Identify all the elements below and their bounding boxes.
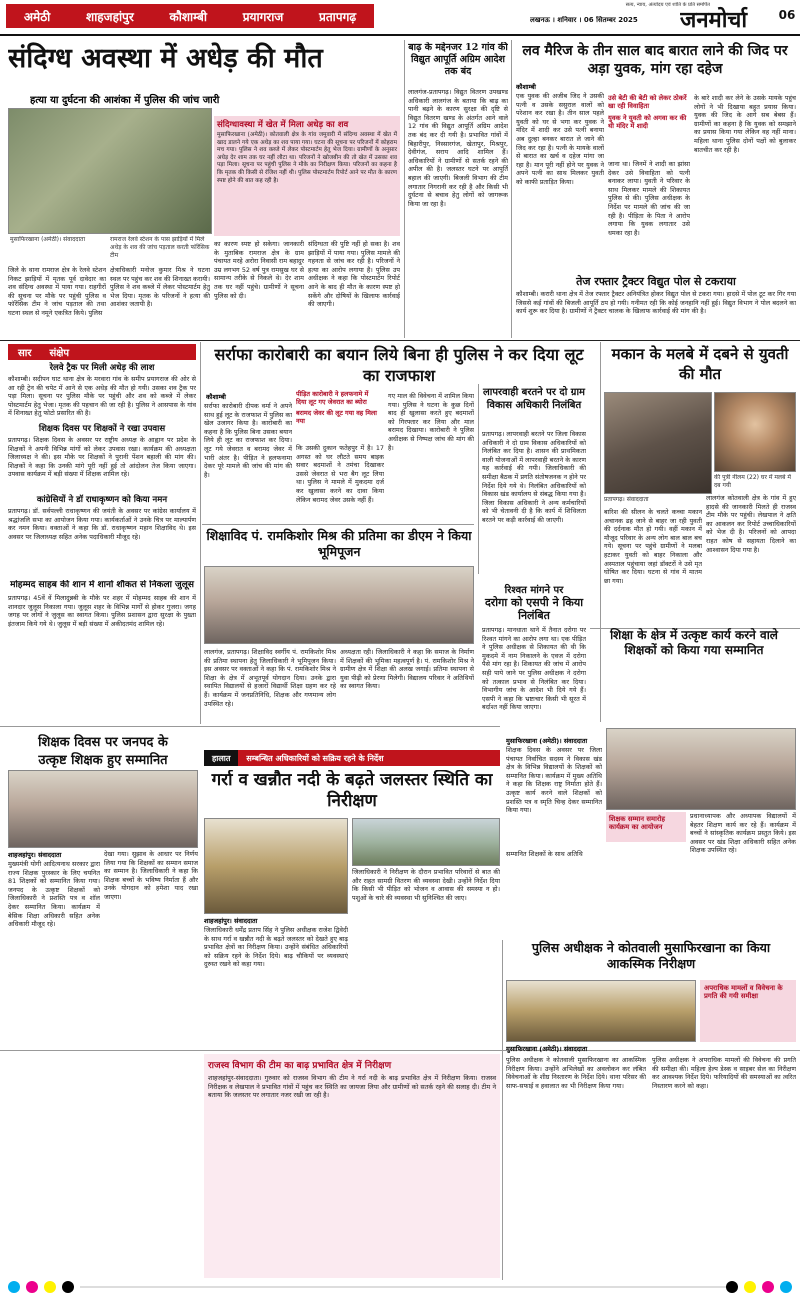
masthead bbox=[0, 0, 800, 36]
debris-headline: मकान के मलबे में दबने से युवती की मौत bbox=[611, 345, 789, 383]
saar-item-text: कौशाम्बी। सदीपन घाट थाना क्षेत्र के मरवारा गांव के समीप प्रयागराज की ओर से आ रही ट्रेन की चपेट में आने से एक अधेड़ की मौत हो गयी। उसका शव ट्रैक पर पड़ा मिला। सूचना पर पुलिस मौके पर पहुंची और शव को कब्जे में लेकर पोस्टमार्टम हेतु भेजा। मृतक की पहचान की जा रही है। पुलिस ने आसपास के गांव में शिनाख्त हेतु फोटो प्रसारित की है। bbox=[8, 375, 196, 417]
lead-col3: का कारण स्पष्ट हो सकेगा। जानकारी के मुताबिक रामराज क्षेत्र के ग्राम पंचायत मरहे अरोरा निवासी राम बहादुर उम्र लगभग 52 वर्ष पुत्र रामसुख घर से सामान्य तरीके से निकले थे। देर शाम तक घर नहीं पहुंचे। ग्रामीणों ने सूचना पुलिस को दी। bbox=[214, 240, 304, 300]
saar-label: सार bbox=[18, 348, 32, 359]
halat-text2: जिलाधिकारी ने निरीक्षण के दौरान प्रभावित परिवारों से बात की और राहत सामग्री वितरण की व्यवस्था देखी। उन्होंने निर्देश दिया कि किसी भी पीड़ित को भोजन व आवास की समस्या न हो। पशुओं के चारे की व्यवस्था भी सुनिश्चित की जाए। bbox=[352, 868, 500, 902]
shikshavid-text2: अध्यक्षता रही। जिलाधिकारी ने कहा कि समाज के निर्माण में शिक्षकों की भूमिका महत्वपूर्ण है। पं. रामकिशोर मिश्र ने ग्रामीण क्षेत्र में शिक्षा की अलख जगाई। प्रतिमा स्थापना से युवा पीढ़ी को प्रेरणा मिलेगी। विद्यालय परिवार ने अतिथियों का स्वागत किया। bbox=[340, 648, 474, 691]
saar-item bbox=[8, 362, 196, 417]
saraf-bullet-2: बरामद जेवर की लूट गया वह मिला नया bbox=[296, 409, 377, 425]
flood-supply-headline: बाढ़ के मद्देनजर 12 गांव की विद्युत आपूर्ति अग्रिम आदेश तक बंद bbox=[408, 42, 508, 77]
lead-inner-box bbox=[214, 116, 400, 236]
saar-item bbox=[8, 423, 196, 488]
color-registration-marks bbox=[8, 1280, 792, 1294]
janpad-dateline: शाहजहांपुर। संवाददाता bbox=[8, 851, 62, 859]
wedding-headline: लव मैरिज के तीन साल बाद बारात लाने की जिद पर अड़ा युवक, मांग रहा दहेज bbox=[522, 43, 788, 77]
debris-text2: लालगंज कोतवाली क्षेत्र के गांव में हुए हादसे की जानकारी मिलते ही राजस्व टीम मौके पर पहुंची। लेखपाल ने क्षति का आकलन कर रिपोर्ट उच्चाधिकारियों को भेज दी है। परिजनों को आपदा राहत कोष से सहायता दिलाने का आश्वासन दिया गया है। bbox=[706, 494, 796, 554]
sp-inspection-box: अपराधिक मामलों व विवेचना के प्रगति की गयी समीक्षा bbox=[700, 980, 796, 1042]
shiksha-samman-text2: प्रधानाध्यापक और अध्यापक विद्यालयों में बेहतर शिक्षण कार्य कर रहे हैं। कार्यक्रम में बच्चों ने सांस्कृतिक कार्यक्रम प्रस्तुत किये। इस अवसर पर खंड शिक्षा अधिकारी सहित अनेक शिक्षक उपस्थित रहे। bbox=[690, 812, 796, 855]
tagline: सत्य, न्याय, अंत्योदय एवं शांति के प्रति समर्पित bbox=[625, 2, 710, 8]
lead-photo-caption-1: मुसाफिरखाना (अमेठी)। संवाददाता bbox=[10, 236, 86, 243]
saraf-text3: गए माल की विवेचना में शामिल किया गया। पुलिस ने घटना के कुछ दिनों बाद ही खुलासा करते हुए बदमाशों को गिरफ्तार कर लिया और माल बरामद दिखाया। कारोबारी ने पुलिस अधीक्षक से निष्पक्ष जांच की मांग की है। bbox=[388, 392, 474, 452]
lead-inner-title: संदिग्धावस्था में खेत में मिला अधेड़ का शव bbox=[217, 120, 349, 130]
city-kaushambi: कौशाम्बी bbox=[169, 9, 207, 24]
city-shahjahanpur: शाहजहांपुर bbox=[86, 9, 134, 24]
saraf-dateline: कौशाम्बी bbox=[206, 393, 226, 401]
debris-victim-photo bbox=[714, 392, 796, 472]
lahri-text: प्रतापगढ़। मानधाता थाने में तैनात दरोगा पर रिश्वत मांगने का आरोप लगा था। एक पीड़ित ने पुलिस अधीक्षक से शिकायत की थी कि मुकदमे में नाम निकालने के एवज में दरोगा पैसे मांग रहा है। शिकायत की जांच में आरोप सही पाये जाने पर पुलिस अधीक्षक ने दरोगा को तत्काल प्रभाव से निलंबित कर दिया। विभागीय जांच के आदेश भी दिये गये हैं। एसपी ने कहा कि भ्रष्टाचार किसी भी सूरत में बर्दाश्त नहीं किया जाएगा। bbox=[482, 626, 586, 712]
shiksha-samman-headline: शिक्षा के क्षेत्र में उत्कृष्ट कार्य करने वाले शिक्षकों को किया गया सम्मानित bbox=[610, 628, 778, 657]
saar-item-title: कांग्रेसियों ने डॉ राधाकृष्णन को किया नमन bbox=[36, 495, 168, 505]
saar-item-title: शिक्षक दिवस पर शिक्षकों ने रखा उपवास bbox=[38, 424, 166, 434]
saar-header bbox=[8, 344, 196, 360]
shikshavid-text: लालगंज, प्रतापगढ़। शिक्षाविद स्वर्गीय पं. रामकिशोर मिश्र की प्रतिमा स्थापना हेतु जिलाधिकारी ने भूमिपूजन किया। इस अवसर पर वक्ताओं ने कहा कि पं. रामकिशोर मिश्र ने शिक्षा के क्षेत्र में अभूतपूर्व योगदान दिया। उनके द्वारा स्थापित विद्यालयों से हजारों विद्यार्थी शिक्षा ग्रहण कर रहे हैं। कार्यक्रम में जनप्रतिनिधि, शिक्षक और गणमान्य लोग उपस्थित रहे। bbox=[204, 648, 336, 708]
negligence-headline: लापरवाही बरतने पर दो ग्राम विकास अधिकारी निलंबित bbox=[482, 387, 586, 411]
lead-headline: संदिग्ध अवस्था में अधेड़ की मौत bbox=[8, 43, 323, 74]
saraf-bullets bbox=[296, 390, 380, 440]
debris-caption-1: प्रतापगढ़। संवाददाता bbox=[604, 496, 649, 503]
janpad-text: मुख्यमंत्री योगी आदित्यनाथ सरकार द्वारा राज्य शिक्षक पुरस्कार के लिए चयनित 81 शिक्षकों को सम्मानित किया गया। जनपद के उत्कृष्ट शिक्षकों को जिलाधिकारी ने प्रशस्ति पत्र व शॉल देकर सम्मानित किया। कार्यक्रम में बेसिक शिक्षा अधिकारी सहित अनेक अधिकारी मौजूद रहे। bbox=[8, 860, 100, 929]
dateline: लखनऊ । शनिवार । 06 सितम्बर 2025 bbox=[530, 16, 638, 24]
shiksha-samman-photo bbox=[606, 728, 796, 810]
paper-name: जनमोर्चा bbox=[680, 7, 748, 33]
janpad-photo bbox=[8, 770, 198, 848]
saar-item-text: प्रतापगढ़। डॉ. सर्वपल्ली राधाकृष्णन की जयंती के अवसर पर कांग्रेस कार्यालय में श्रद्धांजलि सभा का आयोजन किया गया। कार्यकर्ताओं ने उनके चित्र पर माल्यार्पण कर नमन किया। वक्ताओं ने कहा कि डॉ. राधाकृष्णन महान शिक्षाविद थे। इस अवसर पर जिलाध्यक्ष सहित अनेक पदाधिकारी मौजूद रहे। bbox=[8, 507, 196, 541]
lead-photo-caption-2: रामराज रेलवे स्टेशन के पास झाड़ियों में मिले अधेड़ के शव की जांच पड़ताल करती फॉरेंसिक टीम bbox=[110, 236, 210, 259]
saar-item-text: प्रतापगढ़। 45वें वें मिलादुन्नबी के मौके पर शहर में मोहम्मद साहब की शान में शानदार जुलूस निकाला गया। जुलूस शहर के विभिन्न मार्गों से होकर गुजरा। जगह जगह पर लोगों ने जुलूस का स्वागत किया। पुलिस प्रशासन द्वारा सुरक्षा के पुख्ता इंतजाम किये गये थे। जुलूस में बड़ी संख्या में अकीदतमंद शामिल रहे। bbox=[8, 594, 196, 628]
lead-subhead: हत्या या दुर्घटना की आशंका में पुलिस की जांच जारी bbox=[30, 95, 220, 106]
lead-col1: जिले के थाना रामराज क्षेत्र के रेलवे स्टेशन निकट झाड़ियों में मृतक पूर्व दावेदार का शव संदिग्ध अवस्था में पाया गया। राहगीरों की सूचना पर मौके पर पहुंची पुलिस व फॉरेंसिक टीम ने जांच पड़ताल की तथा घटना स्थल से नमूने एकत्रित किये। पुलिस bbox=[8, 266, 106, 317]
janpad-headline-2: उत्कृष्ट शिक्षक हुए सम्मानित bbox=[38, 753, 168, 768]
city-prayagraj: प्रयागराज bbox=[242, 9, 284, 24]
halat-inner-title: राजस्व विभाग की टीम का बाढ़ प्रभावित क्षेत्र में निरीक्षण bbox=[208, 1061, 392, 1071]
wedding-bullets bbox=[608, 94, 690, 158]
wedding-dateline: कौशाम्बी bbox=[516, 83, 536, 91]
halat-inner-text: शाहजहांपुर-संवाददाता। गुरुवार को राजस्व विभाग की टीम ने गर्रा नदी के बाढ़ प्रभावित क्षेत्र में निरीक्षण किया। राजस्व निरीक्षक व लेखपाल ने प्रभावित गांवों में पहुंच कर स्थिति का जायजा लिया और ग्रामीणों को सतर्क रहने की सलाह दी। टीम ने बताया कि जलस्तर पर लगातार नजर रखी जा रही है। bbox=[208, 1074, 496, 1100]
lead-col4: संदिग्धता की पुष्टि नहीं हो सका है। शव झाड़ियों में पाया गया। पुलिस मामले की गहनता से जांच कर रही है। परिजनों ने हत्या का आरोप लगाया है। पुलिस उप अधीक्षक ने कहा कि पोस्टमार्टम रिपोर्ट आने के बाद ही मौत के कारण स्पष्ट हो सकेंगे और दोषियों के खिलाफ कार्रवाई की जाएगी। bbox=[308, 240, 400, 309]
saraf-text: सर्राफा कारोबारी दीपक वर्मा ने अपने साथ हुई लूट के राजफाश में पुलिस का खेल उजागर किया है। कारोबारी का कहना है कि पुलिस बिना उसका बयान लिये ही लूट का राजफाश कर दिया। लूट गये जेवरात व बरामद जेवर में भारी अंतर है। पीड़ित ने हलफनामा देकर पूरे मामले की जांच की मांग की है। bbox=[204, 402, 292, 479]
sankshep-label: संक्षेप bbox=[49, 348, 70, 359]
negligence-text: प्रतापगढ़। लापरवाही बरतने पर जिला विकास अधिकारी ने दो ग्राम विकास अधिकारियों को निलंबित कर दिया है। शासन की प्राथमिकता वाली योजनाओं में लापरवाही बरतने के कारण यह कार्रवाई की गयी। जिलाधिकारी की समीक्षा बैठक में प्रगति संतोषजनक न होने पर निर्देश दिये गये थे। निलंबित अधिकारियों को विकास खंड कार्यालय से संबद्ध किया गया है। जिला विकास अधिकारी ने अन्य कर्मचारियों को भी चेतावनी दी है कि कार्य में शिथिलता बरतने पर कड़ी कार्रवाई की जाएगी। bbox=[482, 430, 586, 524]
city-bar bbox=[6, 4, 374, 28]
lead-col2: क्षेत्राधिकारी मनोज कुमार मिश्र ने घटना स्थल पर पहुंच कर शव की शिनाख्त करायी। पुलिस ने शव कब्जे में लेकर पोस्टमार्टम हेतु भेज दिया। मृतक के परिजनों ने हत्या की आशंका जतायी है। bbox=[110, 266, 210, 309]
saar-item-title: रेलवे ट्रैक पर मिली अधेड़ की लाश bbox=[49, 363, 155, 373]
page-number: 06 bbox=[778, 8, 796, 22]
shiksha-samman-dateline: मुसाफिरखाना (अमेठी)। संवाददाता bbox=[506, 737, 588, 745]
saraf-text2: कि उसकी दुकान फतेहपुर में है। 17 अगस्त को घर लौटते समय बाइक सवार बदमाशों ने तमंचा दिखाकर उससे जेवरात से भरा बैग लूट लिया था। पुलिस ने मामले में मुकदमा दर्ज कर खुलासा करने का दावा किया लेकिन बरामद जेवर उसके नहीं हैं। bbox=[296, 444, 384, 504]
city-amethi: अमेठी bbox=[23, 9, 51, 24]
lead-inner-text: मुसाफिरखाना (अमेठी)। कोतवाली क्षेत्र के गांव जमुवारी में संदिग्ध अवस्था में खेत में खाद डालने गये एक अधेड़ का शव पाया गया। घटना की सूचना पर परिजनों में कोहराम मच गया। पुलिस ने शव कब्जे में लेकर पोस्टमार्टम हेतु भेज दिया। ग्रामीणों के अनुसार अधेड़ देर शाम तक घर नहीं लौटा था। परिजनों ने खोजबीन की तो खेत में उसका शव पड़ा मिला। सूचना पर पहुंची पुलिस ने मौके का निरीक्षण किया। परिजनों का कहना है कि मृतक की किसी से रंजिश नहीं थी। पुलिस पोस्टमार्टम रिपोर्ट आने पर मौत के कारण स्पष्ट होने की बात कह रही है। bbox=[217, 132, 397, 184]
saar-list bbox=[8, 362, 196, 578]
wedding-bullet-2: युवक ने युवती को अगवा कर की थी मंदिर में शादी bbox=[608, 114, 687, 130]
lahri-headline: दरोगा को एसपी ने किया निलंबित bbox=[484, 596, 584, 622]
shiksha-samman-caption: सम्मानित शिक्षकों के साथ अतिथि bbox=[506, 850, 583, 858]
shikshavid-photo bbox=[204, 566, 474, 644]
saraf-bullet-1: पीड़ित कारोबारी ने हलफनामे में दिया लूट गए जेवरात का ब्योरा bbox=[296, 390, 369, 406]
janpad-text2: देखा गया। सुझाव के आधार पर निर्णय लिया गया कि शिक्षकों का सम्मान समाज का सम्मान है। जिलाधिकारी ने कहा कि शिक्षक बच्चों के भविष्य निर्माता हैं और उनके योगदान को हमेशा याद रखा जाएगा। bbox=[104, 850, 198, 901]
wedding-bullet-1: उसे बेटी की बेटी को लेकर ठोकरें खा रही विवाहिता bbox=[608, 94, 687, 110]
city-pratapgarh: प्रतापगढ़ bbox=[319, 9, 357, 24]
lead-photo bbox=[8, 108, 212, 234]
halat-inner-box bbox=[204, 1054, 500, 1278]
debris-caption-2: की पुत्री नीलम (22) घर में मलबे में दब गयी bbox=[714, 474, 791, 489]
sp-inspection-text2: पुलिस अधीक्षक ने अपराधिक मामलों की विवेचना की प्रगति की समीक्षा की। महिला हेल्प डेस्क व साइबर सेल का निरीक्षण कर आवश्यक निर्देश दिये। फरियादियों की समस्याओं का त्वरित निस्तारण करने को कहा। bbox=[652, 1056, 796, 1090]
wedding-text: एक युवक की अजीब जिद ने उसकी पत्नी व उसके ससुराल वालों को परेशान कर रखा है। तीन साल पहले युवती को घर से भगा कर युवक ने मंदिर में शादी कर उसे पत्नी बनाया अब दुल्हा बनकर बारात ले जाने की जिद कर रहा है। पत्नी के मायके वालों से बारात का खर्च व दहेज मांगा जा रहा है। मान पूरी नहीं होने पर युवक ने अपने पत्नी का साथ मिलकर युवती को काफी प्रताड़ित किया। bbox=[516, 92, 604, 186]
halat-dateline: शाहजहांपुर। संवाददाता bbox=[204, 917, 258, 925]
sp-inspection-photo bbox=[506, 980, 696, 1042]
saar-item-title: मोहम्मद साहब की शान में शानो शौकत से निकला जुलूस bbox=[10, 580, 194, 590]
halat-river-photo bbox=[352, 818, 500, 866]
sp-inspection-text: पुलिस अधीक्षक ने कोतवाली मुसाफिरखाना का आकस्मिक निरीक्षण किया। उन्होंने अभिलेखों का अवलोकन कर लंबित विवेचनाओं के शीघ्र निस्तारण के निर्देश दिये। थाना परिसर की साफ-सफाई व हवालात का भी निरीक्षण किया गया। bbox=[506, 1056, 646, 1090]
saar-item-text: प्रतापगढ़। शिक्षक दिवस के अवसर पर राष्ट्रीय अध्यक्ष के आह्वान पर प्रदेश के शिक्षकों ने अपनी विभिन्न मांगों को लेकर उपवास रखा। कार्यक्रम की अध्यक्षता जिलाध्यक्ष ने की। इस मौके पर शिक्षकों ने पुरानी पेंशन बहाली की मांग की। शिक्षकों ने कहा कि उनकी मांगे पूरी नहीं हुई तो आंदोलन तेज किया जाएगा। उपवास कार्यक्रम में बड़ी संख्या में शिक्षक शामिल रहे। bbox=[8, 436, 196, 479]
janpad-headline-1: शिक्षक दिवस पर जनपद के bbox=[38, 735, 168, 750]
halat-text: जिलाधिकारी धर्मेंद्र प्रताप सिंह ने पुलिस अधीक्षक राजेश द्विवेदी के साथ गर्रा व खन्नौत नदी के बढ़ते जलस्तर को देखते हुए बाढ़ प्रभावित क्षेत्रों का निरीक्षण किया। उन्होंने संबंधित अधिकारियों को सक्रिय रहने के निर्देश दिये। बाढ़ चौकियों पर व्यवस्थाएं दुरुस्त रखने को कहा गया। bbox=[204, 926, 348, 969]
sp-inspection-headline: पुलिस अधीक्षक ने कोतवाली मुसाफिरखाना का किया आकस्मिक निरीक्षण bbox=[531, 940, 771, 971]
wedding-text3: के बारे शादी कर लेने के उसके मायके पहुंच लोगों ने भी दिखाया बहुत प्रयास किया। युवक की जिद के आगे सब बेबस हैं। ग्रामीणों का कहना है कि युवक को समझाने का प्रयास किया गया लेकिन वह नहीं माना। महिला थाना पुलिस दोनों पक्षों को बुलाकर बातचीत कर रही है। bbox=[694, 94, 796, 154]
debris-photo bbox=[604, 392, 712, 494]
debris-text: बारिश की सीलन के चलते कच्चा मकान अचानक ढह जाने से बाहर जा रही युवती की दर्दनाक मौत हो गयी। वहीं मकान में मौजूद परिवार के अन्य लोग बाल बाल बच गये। सूचना पर पहुंचे ग्रामीणों ने मलबा हटाकर युवती को बाहर निकाला और अस्पताल पहुंचाया जहां डॉक्टरों ने उसे मृत घोषित कर दिया। घटना से गांव में मातम छा गया। bbox=[604, 508, 702, 585]
halat-kicker: सम्बन्धित अधिकारियों को सक्रिय रहने के निर्देश bbox=[246, 753, 384, 763]
halat-kicker-bar bbox=[204, 750, 500, 766]
lahri-pre: रिश्वत मांगने पर bbox=[504, 585, 564, 596]
halat-headline: गर्रा व खन्नौत नदी के बढ़ते जलस्तर स्थिति का निरीक्षण bbox=[211, 770, 493, 811]
flood-supply-text: लालगंज-प्रतापगढ़। विद्युत वितरण उपखण्ड अधिकारी लालगंज के बताया कि बाढ़ का पानी बढ़ने के कारण सुरक्षा की दृष्टि से विद्युत वितरण खण्ड के अंतर्गत आने वाले 12 गांव की विद्युत आपूर्ति अग्रिम आदेश तक बंद कर दी गयी है। प्रभावित गांवों में बिहारीपुर, निस्सारगंज, खेतापुर, मिश्रपुर, देवीगंज, सराय आदि शामिल हैं। अधिकारियों ने ग्रामीणों से सतर्क रहने की अपील की है। जलस्तर घटने पर आपूर्ति बहाल की जाएगी। बिजली विभाग की टीम लगातार निगरानी कर रही है और किसी भी दुर्घटना से बचाव हेतु लोगों को जागरूक किया जा रहा है। bbox=[408, 88, 508, 208]
sp-inspection-dateline: मुसाफिरखाना (अमेठी)। संवाददाता bbox=[506, 1045, 588, 1053]
halat-label: हालात bbox=[204, 750, 238, 766]
tractor-headline: तेज रफ्तार ट्रैक्टर विद्युत पोल से टकराया bbox=[576, 275, 736, 288]
shiksha-samman-text: शिक्षक दिवस के अवसर पर जिला पंचायत निर्वाचित सदस्य ने विकास खंड क्षेत्र के विभिन्न विद्यालयों के शिक्षकों को सम्मानित किया। कार्यक्रम में मुख्य अतिथि ने कहा कि शिक्षक राष्ट्र निर्माता होते हैं। उत्कृष्ट कार्य करने वाले शिक्षकों को प्रशस्ति पत्र व स्मृति चिन्ह देकर सम्मानित किया गया। bbox=[506, 746, 602, 815]
halat-photo bbox=[204, 818, 348, 914]
saar-item bbox=[8, 580, 196, 716]
saar-item bbox=[8, 494, 196, 547]
shiksha-samman-box: शिक्षक सम्मान समारोह कार्यक्रम का आयोजन bbox=[606, 812, 686, 842]
shikshavid-headline: शिक्षाविद पं. रामकिशोर मिश्र की प्रतिमा का डीएम ने किया भूमिपूजन bbox=[206, 528, 472, 559]
wedding-text2: जाना था। जिनमें ने शादी का झांसा देकर उसे विवाहिता को पत्नी बनाकर लाया। युवती ने परिवार के साथ मिलकर मामले की शिकायत पुलिस से की। पुलिस अधीक्षक के निर्देश पर मामले की जांच की जा रही है। पीड़िता के पिता ने आरोप लगाया कि युवक लगातार उसे धमका रहा है। bbox=[608, 160, 690, 237]
tractor-text: कौशाम्बी। करारी थाना क्षेत्र में तेज रफ्तार ट्रैक्टर अनियंत्रित होकर विद्युत पोल से टकरा गया। हादसे में पोल टूट कर गिर गया जिससे कई गांवों की बिजली आपूर्ति ठप हो गयी। गनीमत रही कि कोई जनहानि नहीं हुई। विद्युत विभाग ने पोल बदलने का कार्य शुरू कर दिया है। ग्रामीणों ने ट्रैक्टर चालक के खिलाफ कार्रवाई की मांग की है। bbox=[516, 290, 796, 316]
saraf-headline: सर्राफा कारोबारी का बयान लिये बिना ही पुलिस ने कर दिया लूट का राजफाश bbox=[214, 345, 584, 385]
